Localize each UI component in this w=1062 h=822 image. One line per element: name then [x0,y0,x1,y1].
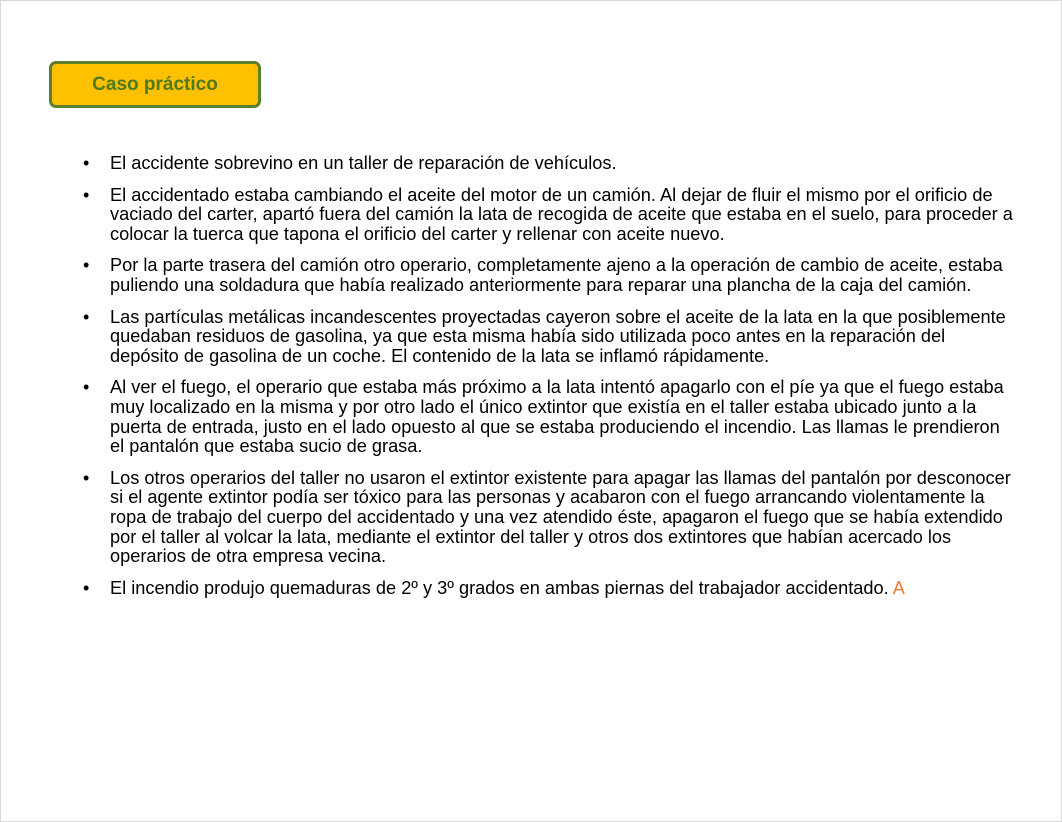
bullet-item-6 [83,469,1013,567]
bullet-icon: • [83,467,90,488]
bullet-item-7 [83,579,1013,599]
bullet-icon: • [83,377,90,398]
bullet-text: Los otros operarios del taller no usaron el extintor existente para apagar las llamas del pantalón por desconocer si el agente extintor podía ser tóxico para las personas y acabaron con el fuego arrancando violentamente la ropa de trabajo del cuerpo del accidentado y una vez atendido éste, apagaron el fuego que se había extendido por el taller al volcar la lata, mediante el extintor del taller y otros dos extintores que habían acercado los operarios de otra empresa vecina. [110,467,1011,567]
bullet-item-2 [83,186,1013,245]
bullet-text: Las partículas metálicas incandescentes proyectadas cayeron sobre el aceite de la lata en la que posiblemente quedaban residuos de gasolina, ya que esta misma había sido utilizada poco antes en la reparación del depósito de gasolina de un coche. El contenido de la lata se inflamó rápidamente. [110,306,1006,366]
bullet-icon: • [83,184,90,205]
bullet-text: Por la parte trasera del camión otro operario, completamente ajeno a la operación de cambio de aceite, estaba puliendo una soldadura que había realizado anteriormente para reparar una plancha de la caja del camión. [110,255,1003,295]
case-study-title: Caso práctico [92,73,218,95]
bullet-icon: • [83,153,90,173]
bullet-icon: • [83,306,90,327]
bullet-icon: • [83,577,90,598]
bullet-item-3 [83,256,1013,295]
reference-link-a[interactable]: A [892,577,905,598]
bullet-item-5 [83,378,1013,456]
bullet-item-4 [83,308,1013,367]
bullet-item-1 [83,154,1013,174]
bullet-text: Al ver el fuego, el operario que estaba más próximo a la lata intentó apagarlo con el píe ya que el fuego estaba muy localizado en la misma y por otro lado el único extintor que existía en el taller estaba ubicado junto a la puerta de entrada, justo en el lado opuesto al que se estaba produciendo el incendio. Las llamas le prendieron el pantalón que estaba sucio de grasa. [110,377,1004,457]
bullet-text: El incendio produjo quemaduras de 2º y 3º grados en ambas piernas del trabajador accidentado. [110,577,889,598]
bullet-list [83,154,1013,610]
bullet-text: El accidentado estaba cambiando el aceite del motor de un camión. Al dejar de fluir el mismo por el orificio de vaciado del carter, apartó fuera del camión la lata de recogida de aceite que estaba en el suelo, para proceder a colocar la tuerca que tapona el orificio del carter y rellenar con aceite nuevo. [110,184,1013,244]
bullet-text: El accidente sobrevino en un taller de reparación de vehículos. [110,153,617,173]
case-study-badge [49,61,261,108]
bullet-icon: • [83,255,90,276]
